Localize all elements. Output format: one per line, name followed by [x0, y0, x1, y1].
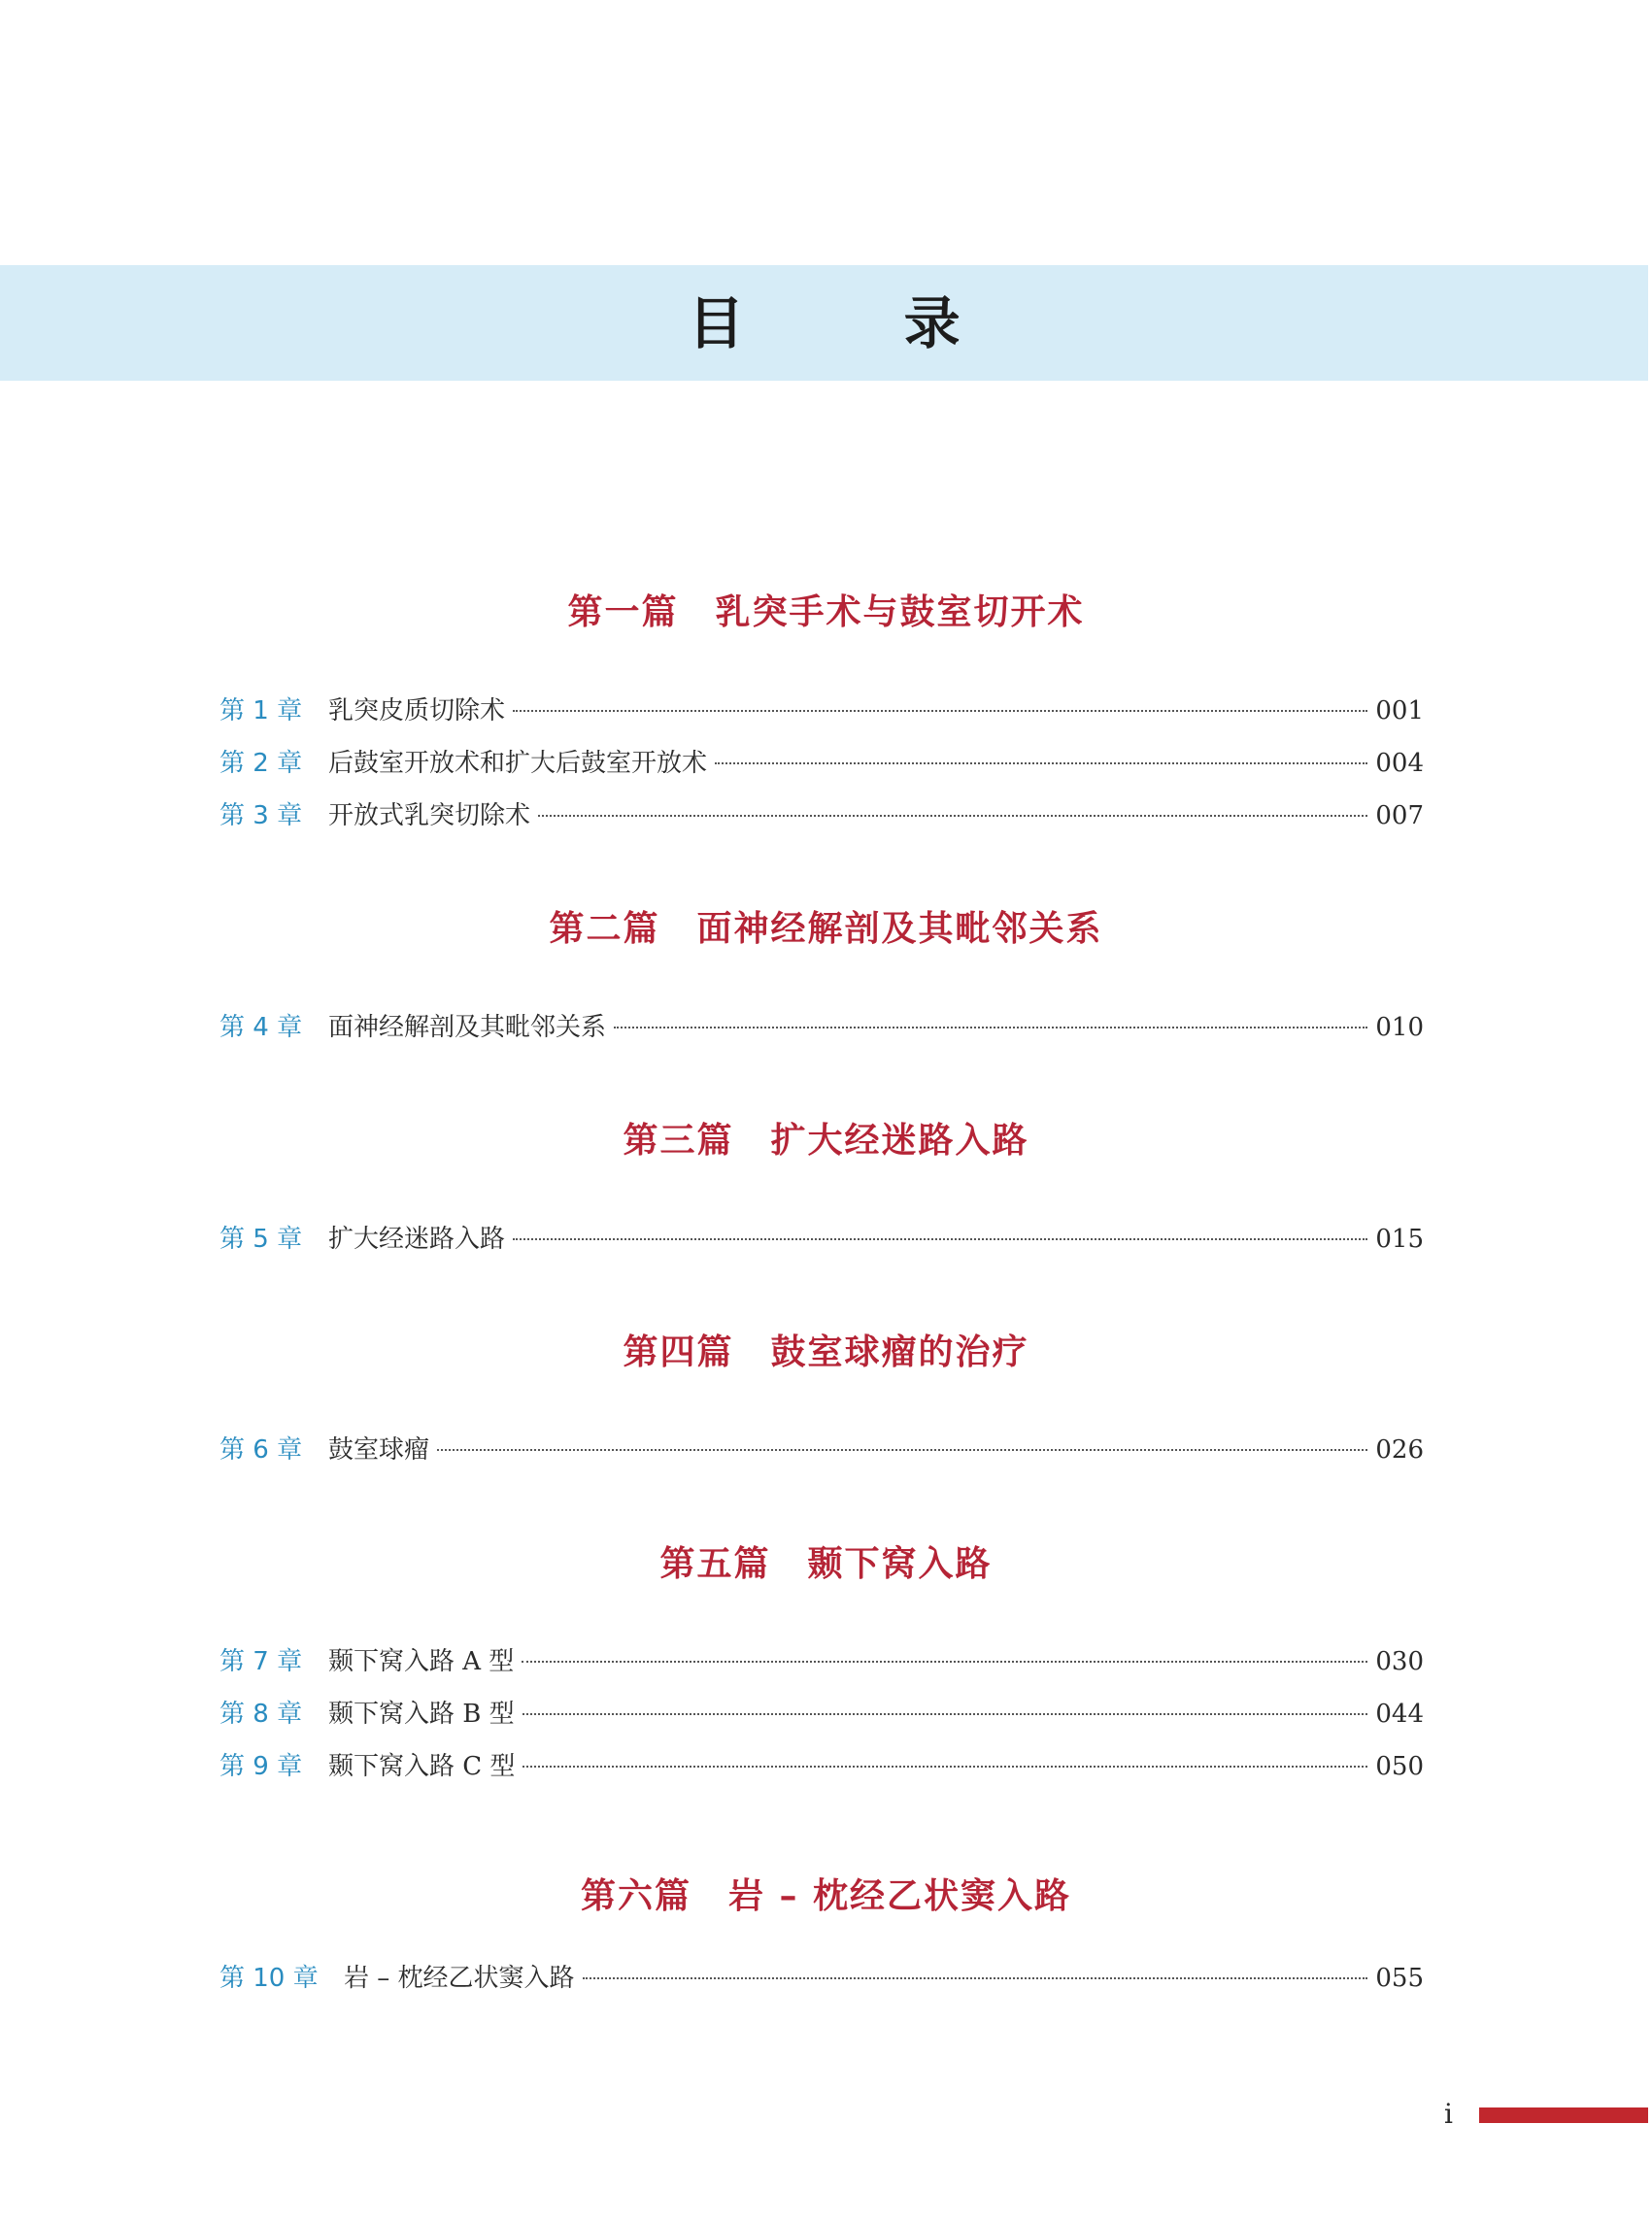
dot-leader	[538, 815, 1367, 817]
chapter-title: 后鼓室开放术和扩大后鼓室开放术	[328, 749, 708, 778]
toc-row-ch1[interactable]	[219, 693, 1424, 728]
chapter-page-number: 026	[1375, 1435, 1424, 1465]
chapter-label: 第 2 章	[219, 749, 303, 778]
toc-row-ch10[interactable]	[219, 1961, 1424, 1996]
dot-leader	[513, 710, 1367, 712]
toc-row-ch5[interactable]	[219, 1222, 1424, 1257]
dot-leader	[614, 1027, 1367, 1028]
chapter-page-number: 004	[1375, 749, 1424, 778]
toc-row-ch8[interactable]	[219, 1697, 1424, 1732]
dot-leader	[522, 1661, 1367, 1663]
part-heading-3: 第三篇 扩大经迷路入路	[623, 1120, 1029, 1161]
chapter-label: 第 1 章	[219, 696, 303, 725]
chapter-label: 第 3 章	[219, 801, 303, 830]
chapter-page-number: 010	[1375, 1013, 1424, 1042]
chapter-page-number: 055	[1375, 1964, 1424, 1993]
chapter-label: 第 6 章	[219, 1435, 303, 1465]
chapter-label: 第 7 章	[219, 1647, 303, 1676]
part-heading-4: 第四篇 鼓室球瘤的治疗	[623, 1332, 1029, 1372]
chapter-title: 颞下窝入路 B 型	[328, 1700, 515, 1729]
toc-row-ch2[interactable]	[219, 746, 1424, 781]
chapter-title: 开放式乳突切除术	[328, 801, 531, 830]
chapter-title: 颞下窝入路 C 型	[328, 1752, 516, 1781]
chapter-label: 第 5 章	[219, 1225, 303, 1254]
part-heading-6: 第六篇 岩 – 枕经乙状窦入路	[580, 1875, 1072, 1916]
dot-leader	[523, 1766, 1367, 1768]
chapter-title: 扩大经迷路入路	[328, 1225, 506, 1254]
dot-leader	[715, 762, 1367, 764]
chapter-label: 第 4 章	[219, 1013, 303, 1042]
folio-accent-bar	[1479, 2107, 1648, 2123]
page-title: 目 录	[688, 290, 1030, 356]
toc-row-ch9[interactable]	[219, 1749, 1424, 1784]
toc-row-ch4[interactable]	[219, 1010, 1424, 1045]
chapter-title: 面神经解剖及其毗邻关系	[328, 1013, 607, 1042]
page-number: i	[1444, 2098, 1453, 2130]
chapter-page-number: 015	[1375, 1225, 1424, 1254]
part-heading-2: 第二篇 面神经解剖及其毗邻关系	[549, 908, 1103, 949]
chapter-page-number: 007	[1375, 801, 1424, 830]
chapter-title: 颞下窝入路 A 型	[328, 1647, 515, 1676]
part-heading-1: 第一篇 乳突手术与鼓室切开术	[567, 591, 1085, 632]
dot-leader	[523, 1713, 1368, 1715]
chapter-page-number: 050	[1375, 1752, 1424, 1781]
toc-row-ch6[interactable]	[219, 1433, 1424, 1467]
chapter-label: 第 9 章	[219, 1752, 303, 1781]
part-heading-5: 第五篇 颞下窝入路	[659, 1543, 993, 1584]
chapter-title: 岩 – 枕经乙状窦入路	[344, 1964, 575, 1993]
chapter-page-number: 030	[1375, 1647, 1424, 1676]
dot-leader	[437, 1449, 1367, 1451]
chapter-label: 第 10 章	[219, 1964, 319, 1993]
dot-leader	[513, 1238, 1367, 1240]
chapter-title: 鼓室球瘤	[328, 1435, 430, 1465]
chapter-title: 乳突皮质切除术	[328, 696, 506, 725]
chapter-label: 第 8 章	[219, 1700, 303, 1729]
toc-row-ch7[interactable]	[219, 1644, 1424, 1679]
chapter-page-number: 044	[1375, 1700, 1424, 1729]
chapter-page-number: 001	[1375, 696, 1424, 725]
toc-row-ch3[interactable]	[219, 798, 1424, 833]
dot-leader	[583, 1977, 1368, 1979]
